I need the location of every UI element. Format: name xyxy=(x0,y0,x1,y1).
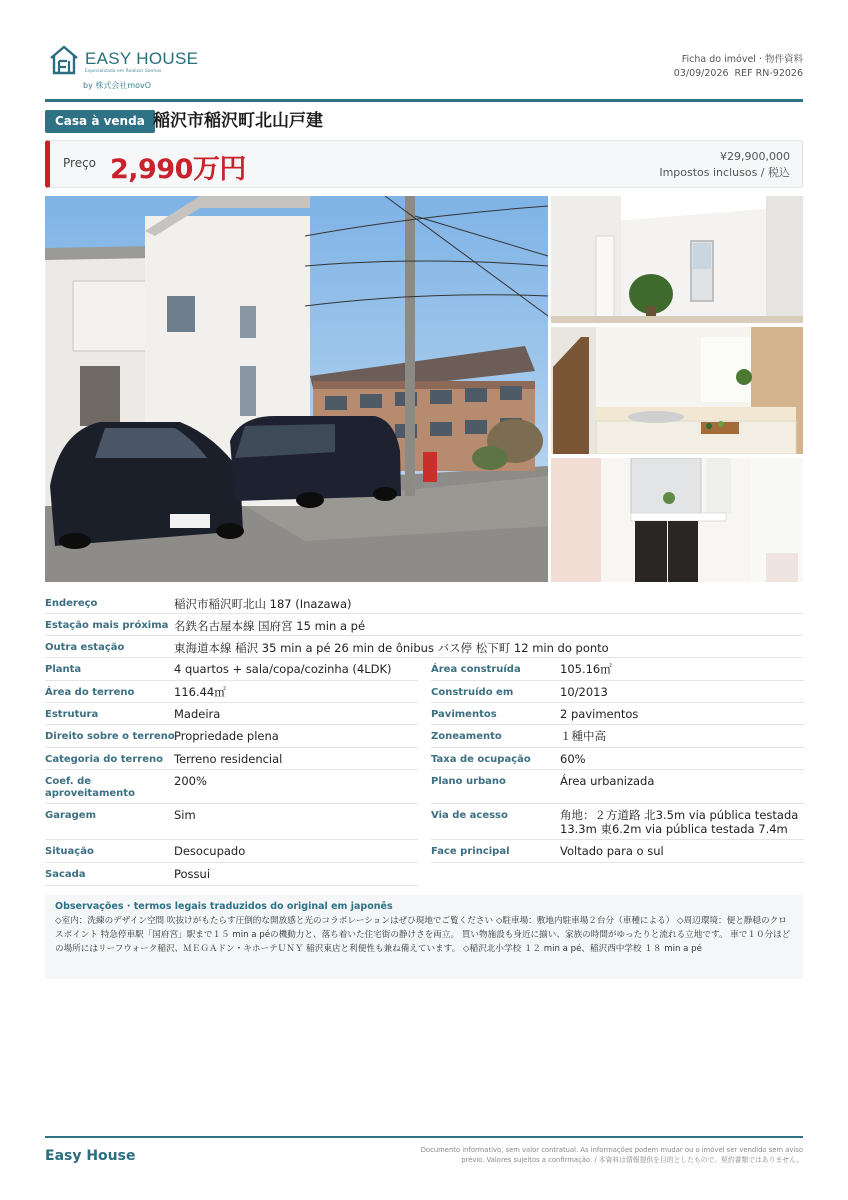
detail-row-balcony xyxy=(45,863,418,886)
detail-row-layout xyxy=(45,658,418,681)
detail-label: Face principal xyxy=(431,846,510,857)
price-yen: ¥29,900,000 xyxy=(720,150,790,163)
detail-value: 10/2013 xyxy=(560,685,608,699)
footer-disclaimer xyxy=(363,1145,803,1165)
detail-value: Sim xyxy=(174,808,196,822)
detail-label: Estrutura xyxy=(45,709,99,720)
notes-body: ◇室内：洗練のデザイン空間 吹抜けがもたらす圧倒的な開放感と光のコラボレーションはぜひ現地でご覧ください ◇駐車場：敷地内駐車場２台分（車種による） ◇周辺環境：便と静穏のクロスポイント 特急停車駅「国府宮」駅まで１５ min a péの機動力と、落ち着いた住宅街の静けさを両立。 買い物施設も身近に揃い、家族の時間がゆったりと流れる立地です。 車で１０分ほどの場所にはリーフウォーク稲沢、ＭＥＧＡドン・キホーテＵＮＹ 稲沢東店と利便性も兼ね備えています。 ◇稲沢北小学校 １２ min a pé、稲沢西中学校 １８ min a pé xyxy=(55,916,791,954)
detail-row-floors xyxy=(431,703,804,725)
detail-value: 200% xyxy=(174,774,207,788)
detail-value: 稲沢市稲沢町北山 187 (Inazawa) xyxy=(174,597,352,611)
detail-row-nearest-station xyxy=(45,614,803,636)
detail-label: Sacada xyxy=(45,869,86,880)
detail-row-floor-area-ratio xyxy=(45,770,418,804)
price-tax-note: Impostos inclusos / 税込 xyxy=(659,166,790,179)
detail-row-built-area xyxy=(431,658,804,681)
brand-logo xyxy=(45,40,245,92)
details-column-right xyxy=(431,658,804,863)
detail-row-garage xyxy=(45,804,418,840)
detail-row-structure xyxy=(45,703,418,725)
detail-label: Coef. de aproveitamento xyxy=(45,776,135,799)
notes-title: Observações · termos legais traduzidos do original em japonês xyxy=(55,901,393,912)
detail-label: Situação xyxy=(45,846,94,857)
detail-label: Área construída xyxy=(431,664,521,675)
detail-label: Endereço xyxy=(45,598,98,609)
detail-row-road-access xyxy=(431,804,804,840)
detail-value: 105.16㎡ xyxy=(560,662,612,676)
property-title: 稲沢市稲沢町北山戸建 xyxy=(153,111,323,131)
detail-label: Planta xyxy=(45,664,82,675)
exterior-photo xyxy=(45,196,548,582)
detail-value: 2 pavimentos xyxy=(560,707,639,721)
detail-row-land-right xyxy=(45,725,418,748)
detail-value: 角地：２方道路 北3.5m via pública testada 13.3m 東6.2m via pública testada 7.4m xyxy=(560,808,799,836)
detail-value: Voltado para o sul xyxy=(560,844,664,858)
property-details xyxy=(45,592,803,908)
detail-row-address xyxy=(45,592,803,614)
footer-divider xyxy=(45,1136,803,1138)
detail-row-built-date xyxy=(431,681,804,703)
detail-row-land-category xyxy=(45,748,418,770)
detail-row-other-station xyxy=(45,636,803,658)
detail-label: Garagem xyxy=(45,810,96,821)
detail-value: 名鉄名古屋本線 国府宮 15 min a pé xyxy=(174,619,366,633)
detail-label: Plano urbano xyxy=(431,776,506,787)
detail-row-urban-plan xyxy=(431,770,804,804)
washroom-photo xyxy=(551,458,803,582)
detail-label: Pavimentos xyxy=(431,709,497,720)
detail-row-facing xyxy=(431,840,804,863)
notes-box xyxy=(45,895,803,979)
price-label: Preço xyxy=(63,156,97,170)
title-row xyxy=(45,110,803,134)
detail-row-land-area xyxy=(45,681,418,703)
detail-label: Outra estação xyxy=(45,642,125,653)
detail-row-coverage-ratio xyxy=(431,748,804,770)
document-kind: Ficha do imóvel · 物件資料 xyxy=(681,54,803,65)
brand-owner: by 株式会社movO xyxy=(83,81,152,90)
detail-value: Possui xyxy=(174,867,211,881)
detail-row-occupancy xyxy=(45,840,418,863)
house-logo-icon xyxy=(49,44,79,76)
document-date: 03/09/2026 xyxy=(673,68,729,79)
price-value: 2,990万円 xyxy=(110,154,246,185)
detail-label: Zoneamento xyxy=(431,731,502,742)
brand-name: EASY HOUSE xyxy=(85,49,199,68)
price-details xyxy=(659,149,790,181)
document-meta xyxy=(674,53,803,81)
detail-row-zoning xyxy=(431,725,804,748)
detail-value: 4 quartos + sala/copa/cozinha (4LDK) xyxy=(174,662,392,676)
detail-label: Construído em xyxy=(431,687,514,698)
detail-label: Estação mais próxima xyxy=(45,620,169,631)
footer-brand: Easy House xyxy=(45,1148,136,1164)
detail-label: Direito sobre o terreno xyxy=(45,731,175,742)
kitchen-photo xyxy=(551,327,803,454)
detail-value: Desocupado xyxy=(174,844,246,858)
detail-value: Terreno residencial xyxy=(174,752,283,766)
detail-label: Área do terreno xyxy=(45,687,135,698)
sale-badge: Casa à venda xyxy=(45,110,155,133)
brand-tagline: Especializada em Realizar Sonhos xyxy=(85,69,162,74)
header xyxy=(45,40,803,100)
detail-value: 116.44㎡ xyxy=(174,685,226,699)
details-grid xyxy=(45,658,803,908)
detail-value: Propriedade plena xyxy=(174,729,279,743)
price-box xyxy=(45,140,803,188)
footer-disclaimer-line: Documento informativo, sem valor contratual. As informações podem mudar ou o imóvel ser vendido sem aviso xyxy=(420,1146,803,1154)
footer-disclaimer-line: prévio. Valores sujeitos a confirmação. / 本資料は情報提供を目的としたもので、契約書類ではありません。 xyxy=(461,1156,803,1164)
document-ref: REF RN-92026 xyxy=(734,68,803,79)
interior-hall-photo xyxy=(551,196,803,323)
detail-value: Madeira xyxy=(174,707,221,721)
detail-label: Via de acesso xyxy=(431,810,508,821)
detail-label: Taxa de ocupação xyxy=(431,754,531,765)
detail-label: Categoria do terreno xyxy=(45,754,163,765)
detail-value: １種中高 xyxy=(560,729,606,743)
header-divider xyxy=(45,99,803,102)
detail-value: 60% xyxy=(560,752,586,766)
property-sheet xyxy=(45,0,803,1200)
details-column-left xyxy=(45,658,418,886)
detail-value: 東海道本線 稲沢 35 min a pé 26 min de ônibus バス停 松下町 12 min do ponto xyxy=(174,641,609,655)
document-date-ref xyxy=(674,67,803,81)
detail-value: Área urbanizada xyxy=(560,774,655,788)
